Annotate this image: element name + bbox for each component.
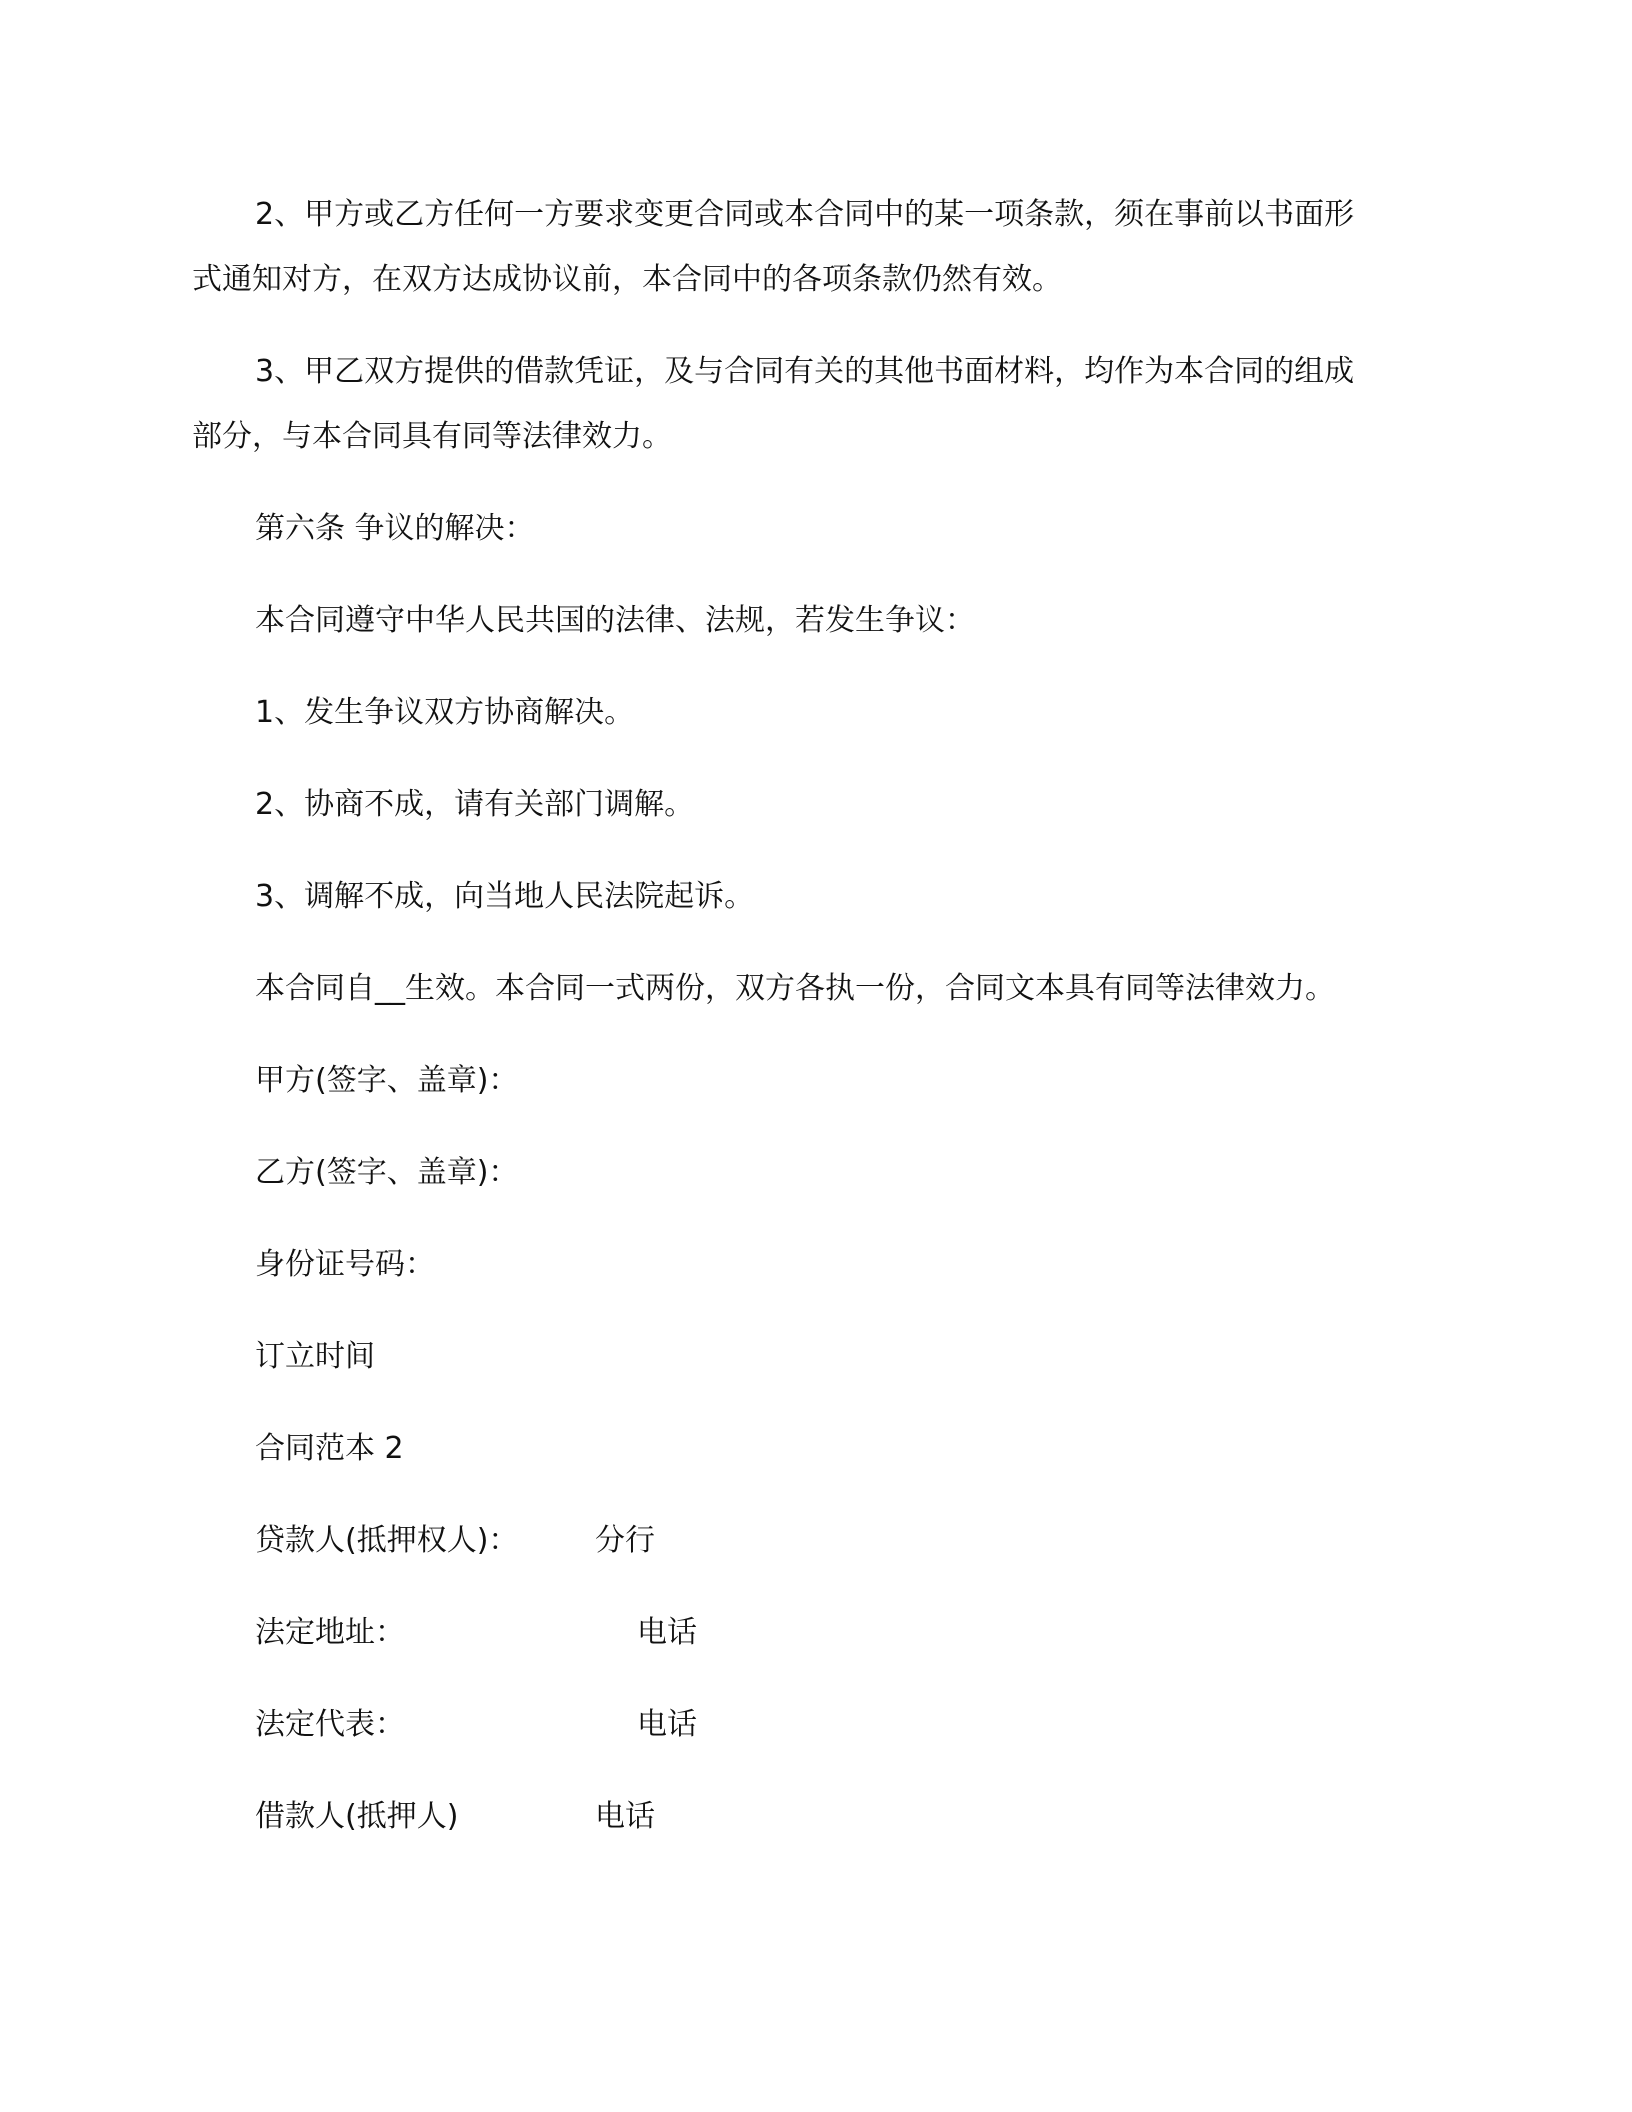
clause5-item2-line1: 2、甲方或乙方任何一方要求变更合同或本合同中的某一项条款，须在事前以书面形: [255, 197, 1355, 232]
clause6-intro: 本合同遵守中华人民共国的法律、法规，若发生争议：: [255, 603, 975, 638]
signing-date-label: 订立时间: [255, 1339, 375, 1374]
clause5-item3-line1: 3、甲乙双方提供的借款凭证，及与合同有关的其他书面材料，均作为本合同的组成: [255, 354, 1355, 389]
lender-label: 贷款人(抵押权人)：: [255, 1523, 519, 1558]
party-b-signature: 乙方(签字、盖章)：: [255, 1155, 519, 1190]
effective-statement: 本合同自__生效。本合同一式两份，双方各执一份，合同文本具有同等法律效力。: [255, 971, 1335, 1006]
clause6-item3: 3、调解不成，向当地人民法院起诉。: [255, 879, 755, 914]
template2-title: 合同范本 2: [255, 1431, 404, 1466]
borrower-phone-label: 电话: [595, 1799, 655, 1834]
clause6-item1: 1、发生争议双方协商解决。: [255, 695, 635, 730]
id-number-label: 身份证号码：: [255, 1247, 435, 1282]
lender-value: 分行: [595, 1523, 655, 1558]
clause5-item3-line2: 部分，与本合同具有同等法律效力。: [192, 419, 672, 454]
address-label: 法定地址：: [255, 1615, 405, 1650]
representative-label: 法定代表：: [255, 1707, 405, 1742]
borrower-label: 借款人(抵押人): [255, 1799, 459, 1834]
representative-phone-label: 电话: [637, 1707, 697, 1742]
clause6-item2: 2、协商不成，请有关部门调解。: [255, 787, 695, 822]
party-a-signature: 甲方(签字、盖章)：: [255, 1063, 519, 1098]
address-phone-label: 电话: [637, 1615, 697, 1650]
clause5-item2-line2: 式通知对方，在双方达成协议前，本合同中的各项条款仍然有效。: [192, 262, 1062, 297]
clause6-heading: 第六条 争议的解决：: [255, 511, 535, 546]
